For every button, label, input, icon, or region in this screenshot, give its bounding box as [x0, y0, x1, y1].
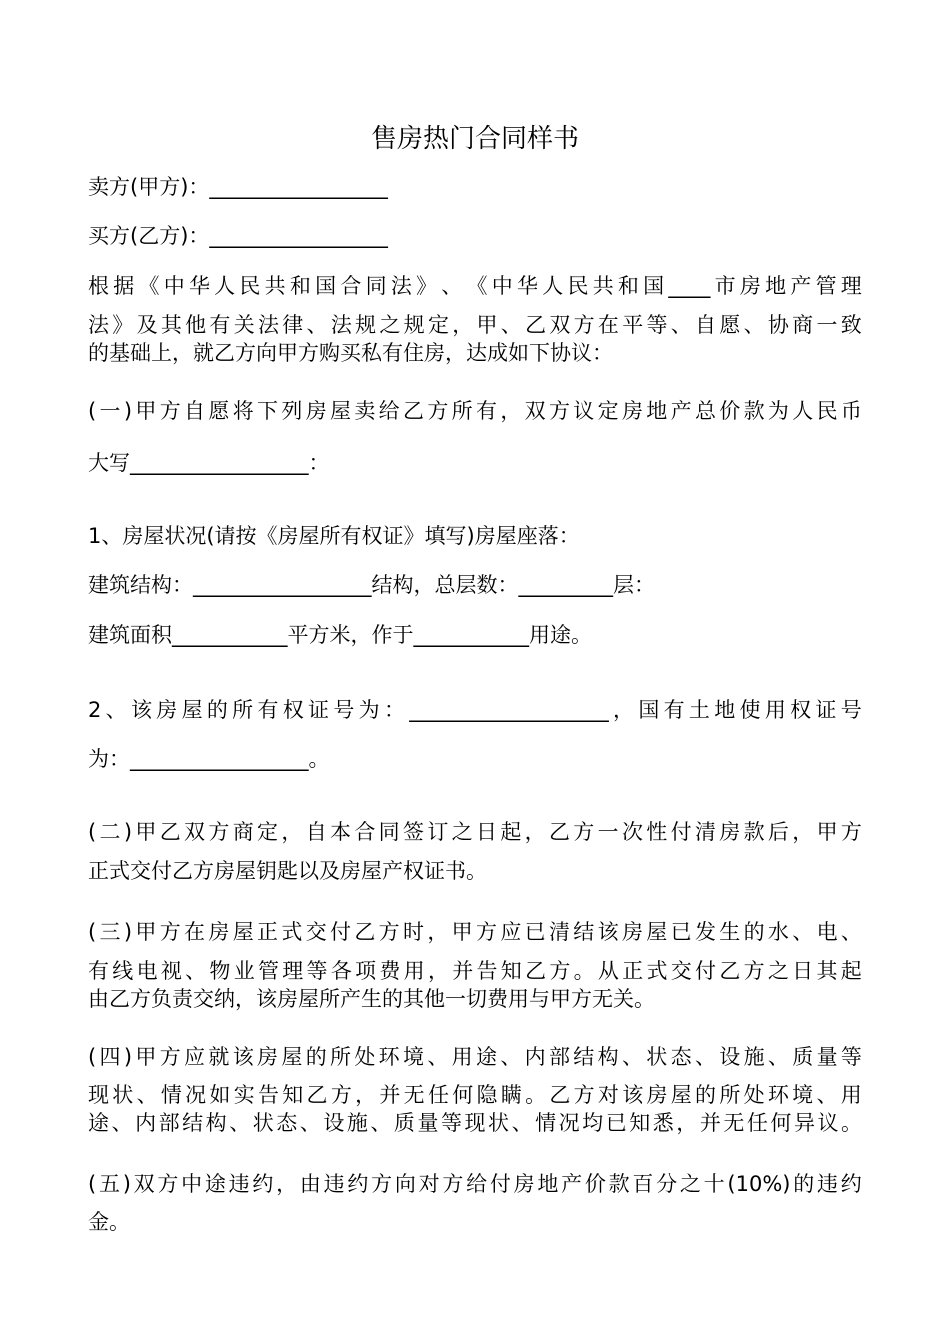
- clause-1-line-1: ( 一 ) 甲 方 自 愿 将 下 列 房 屋 卖 给 乙 方 所 有 ， 双 方 议 定 房 地 产 总 价 款 为 人 民 币: [88, 399, 862, 423]
- document-title: 售房热门合同样书: [370, 124, 579, 154]
- preamble-line-3: 的基础上，就乙方向甲方购买私有住房，达成如下协议：: [88, 341, 613, 365]
- seller-line: 卖方(甲方)：_________________: [88, 175, 388, 199]
- section-2-line-2: 为：_________________。: [88, 747, 330, 771]
- clause-5-line-2: 金。: [88, 1210, 130, 1234]
- clause-5-line-1: ( 五 ) 双 方 中 途 违 约 ， 由 违 约 方 向 对 方 给 付 房 地 产 价 款 百 分 之 十 (10%) 的 违 约: [88, 1172, 862, 1196]
- clause-3-line-3: 由乙方负责交纳，该房屋所产生的其他一切费用与甲方无关。: [88, 987, 655, 1011]
- clause-3-line-1: ( 三 ) 甲 方 在 房 屋 正 式 交 付 乙 方 时 ， 甲 方 应 已 清 结 该 房 屋 已 发 生 的 水 、 电 、: [88, 920, 862, 944]
- clause-4-line-1: ( 四 ) 甲 方 应 就 该 房 屋 的 所 处 环 境 、 用 途 、 内 部 结 构 、 状 态 、 设 施 、 质 量 等: [88, 1045, 862, 1069]
- section-1-line-1: 1、房屋状况(请按《房屋所有权证》填写)房屋座落：: [88, 524, 580, 548]
- preamble-line-2: 法 》 及 其 他 有 关 法 律 、 法 规 之 规 定 ， 甲 、 乙 双 方 在 平 等 、 自 愿 、 协 商 一 致: [88, 313, 862, 337]
- clause-3-line-2: 有 线 电 视 、 物 业 管 理 等 各 项 费 用 ， 并 告 知 乙 方 。 从 正 式 交 付 乙 方 之 日 其 起: [88, 959, 862, 983]
- section-1-line-3: 建筑面积___________平方米，作于___________用途。: [88, 623, 592, 647]
- section-2-line-1: 2 、 该 房 屋 的 所 有 权 证 号 为 ： ___________________ ， 国 有 土 地 使 用 权 证 号: [88, 698, 862, 722]
- buyer-line: 买方(乙方)：_________________: [88, 224, 388, 248]
- clause-1-line-2: 大写_________________：: [88, 451, 330, 475]
- clause-4-line-3: 途 、 内 部 结 构 、 状 态 、 设 施 、 质 量 等 现 状 、 情 况 均 已 知 悉 ， 并 无 任 何 异 议 。: [88, 1111, 862, 1135]
- section-1-line-2: 建筑结构：_________________结构，总层数：_________层：: [88, 573, 655, 597]
- preamble-line-1: 根 据 《 中 华 人 民 共 和 国 合 同 法 》 、 《 中 华 人 民 共 和 国 ____ 市 房 地 产 管 理: [88, 274, 862, 298]
- clause-2-line-1: ( 二 ) 甲 乙 双 方 商 定 ， 自 本 合 同 签 订 之 日 起 ， 乙 方 一 次 性 付 清 房 款 后 ， 甲 方: [88, 820, 862, 844]
- clause-2-line-2: 正式交付乙方房屋钥匙以及房屋产权证书。: [88, 859, 487, 883]
- clause-4-line-2: 现 状 、 情 况 如 实 告 知 乙 方 ， 并 无 任 何 隐 瞒 。 乙 方 对 该 房 屋 的 所 处 环 境 、 用: [88, 1083, 862, 1107]
